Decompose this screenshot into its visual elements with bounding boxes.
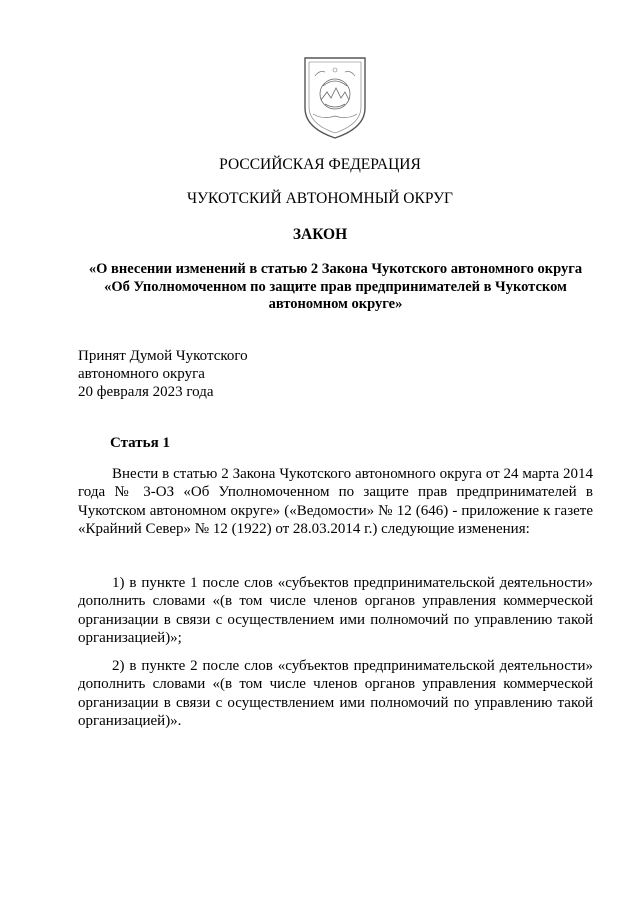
document-type-heading: ЗАКОН [292,226,348,243]
adoption-info [78,347,248,401]
coat-of-arms-icon [303,56,367,140]
law-title-line: автономном округе» [268,296,403,312]
adoption-line: Принят Думой Чукотского [78,348,248,364]
law-title-line: «О внесении изменений в статью 2 Закона Чукотского автономного округа [88,261,583,277]
adoption-date: 20 февраля 2023 года [78,384,214,400]
article-intro-paragraph: Внести в статью 2 Закона Чукотского автономного округа от 24 марта 2014 года № 3-ОЗ «Об Уполномоченном по защите прав предпринимателей в Чукотском автономном округе» («Ведомости» № 12 (646) - приложение к газете «Крайний Север» № 12 (1922) от 28.03.2014 г.) следующие изменения: [78,466,593,537]
law-title-line: «Об Уполномоченном по защите прав предпринимателей в Чукотском [104,278,567,295]
article-title: Статья 1 [110,435,170,451]
okrug-heading: ЧУКОТСКИЙ АВТОНОМНЫЙ ОКРУГ [186,190,454,207]
adoption-line: автономного округа [78,366,205,382]
federation-heading: РОССИЙСКАЯ ФЕДЕРАЦИЯ [219,156,421,173]
article-item-1: 1) в пункте 1 после слов «субъектов предпринимательской деятельности» дополнить словами «(в том числе членов органов управления коммерческой организации в связи с осуществлением ими полномочий по управлению такой организацией)»; [78,575,593,646]
law-title [78,261,593,314]
article-item-2: 2) в пункте 2 после слов «субъектов предпринимательской деятельности» дополнить словами «(в том числе членов органов управления коммерческой организации в связи с осуществлением ими полномочий по управлению такой организацией)». [78,658,593,729]
